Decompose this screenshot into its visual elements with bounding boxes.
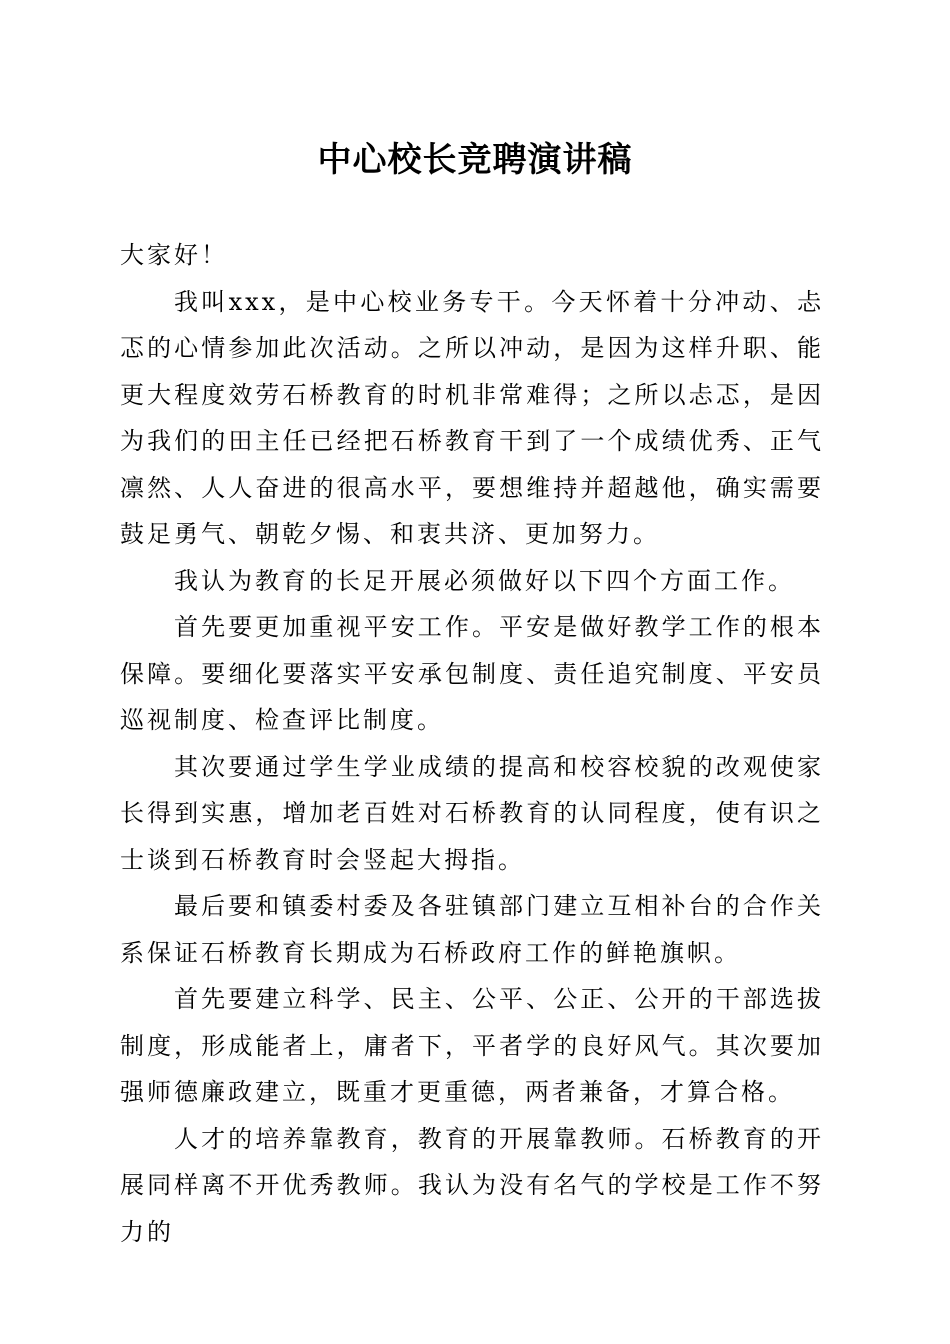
paragraph: 其次要通过学生学业成绩的提高和校容校貌的改观使家长得到实惠，增加老百姓对石桥教育的认同程度，使有识之士谈到石桥教育时会竖起大拇指。	[120, 752, 824, 874]
paragraph: 首先要更加重视平安工作。平安是做好教学工作的根本保障。要细化要落实平安承包制度、责任追究制度、平安员巡视制度、检查评比制度。	[120, 613, 824, 734]
paragraph: 我认为教育的长足开展必须做好以下四个方面工作。	[174, 566, 795, 595]
greeting-line: 大家好！	[120, 241, 228, 269]
document-title: 中心校长竞聘演讲稿	[317, 140, 633, 180]
paragraph: 首先要建立科学、民主、公平、公正、公开的干部选拔制度，形成能者上，庸者下，平者学的良好风气。其次要加强师德廉政建立，既重才更重德，两者兼备，才算合格。	[120, 985, 824, 1106]
document-body	[120, 232, 824, 1255]
paragraph: 人才的培养靠教育，教育的开展靠教师。石桥教育的开展同样离不开优秀教师。我认为没有名气的学校是工作不努力的	[120, 1124, 824, 1246]
paragraph: 我叫xxx，是中心校业务专干。今天怀着十分冲动、忐忑的心情参加此次活动。之所以冲动，是因为这样升职、能更大程度效劳石桥教育的时机非常难得；之所以忐忑，是因为我们的田主任已经把石桥教育干到了一个成绩优秀、正气凛然、人人奋进的很高水平，要想维持并超越他，确实需要鼓足勇气、朝乾夕惕、和衷共济、更加努力。	[120, 287, 824, 548]
paragraph: 最后要和镇委村委及各驻镇部门建立互相补台的合作关系保证石桥教育长期成为石桥政府工作的鲜艳旗帜。	[120, 892, 824, 967]
